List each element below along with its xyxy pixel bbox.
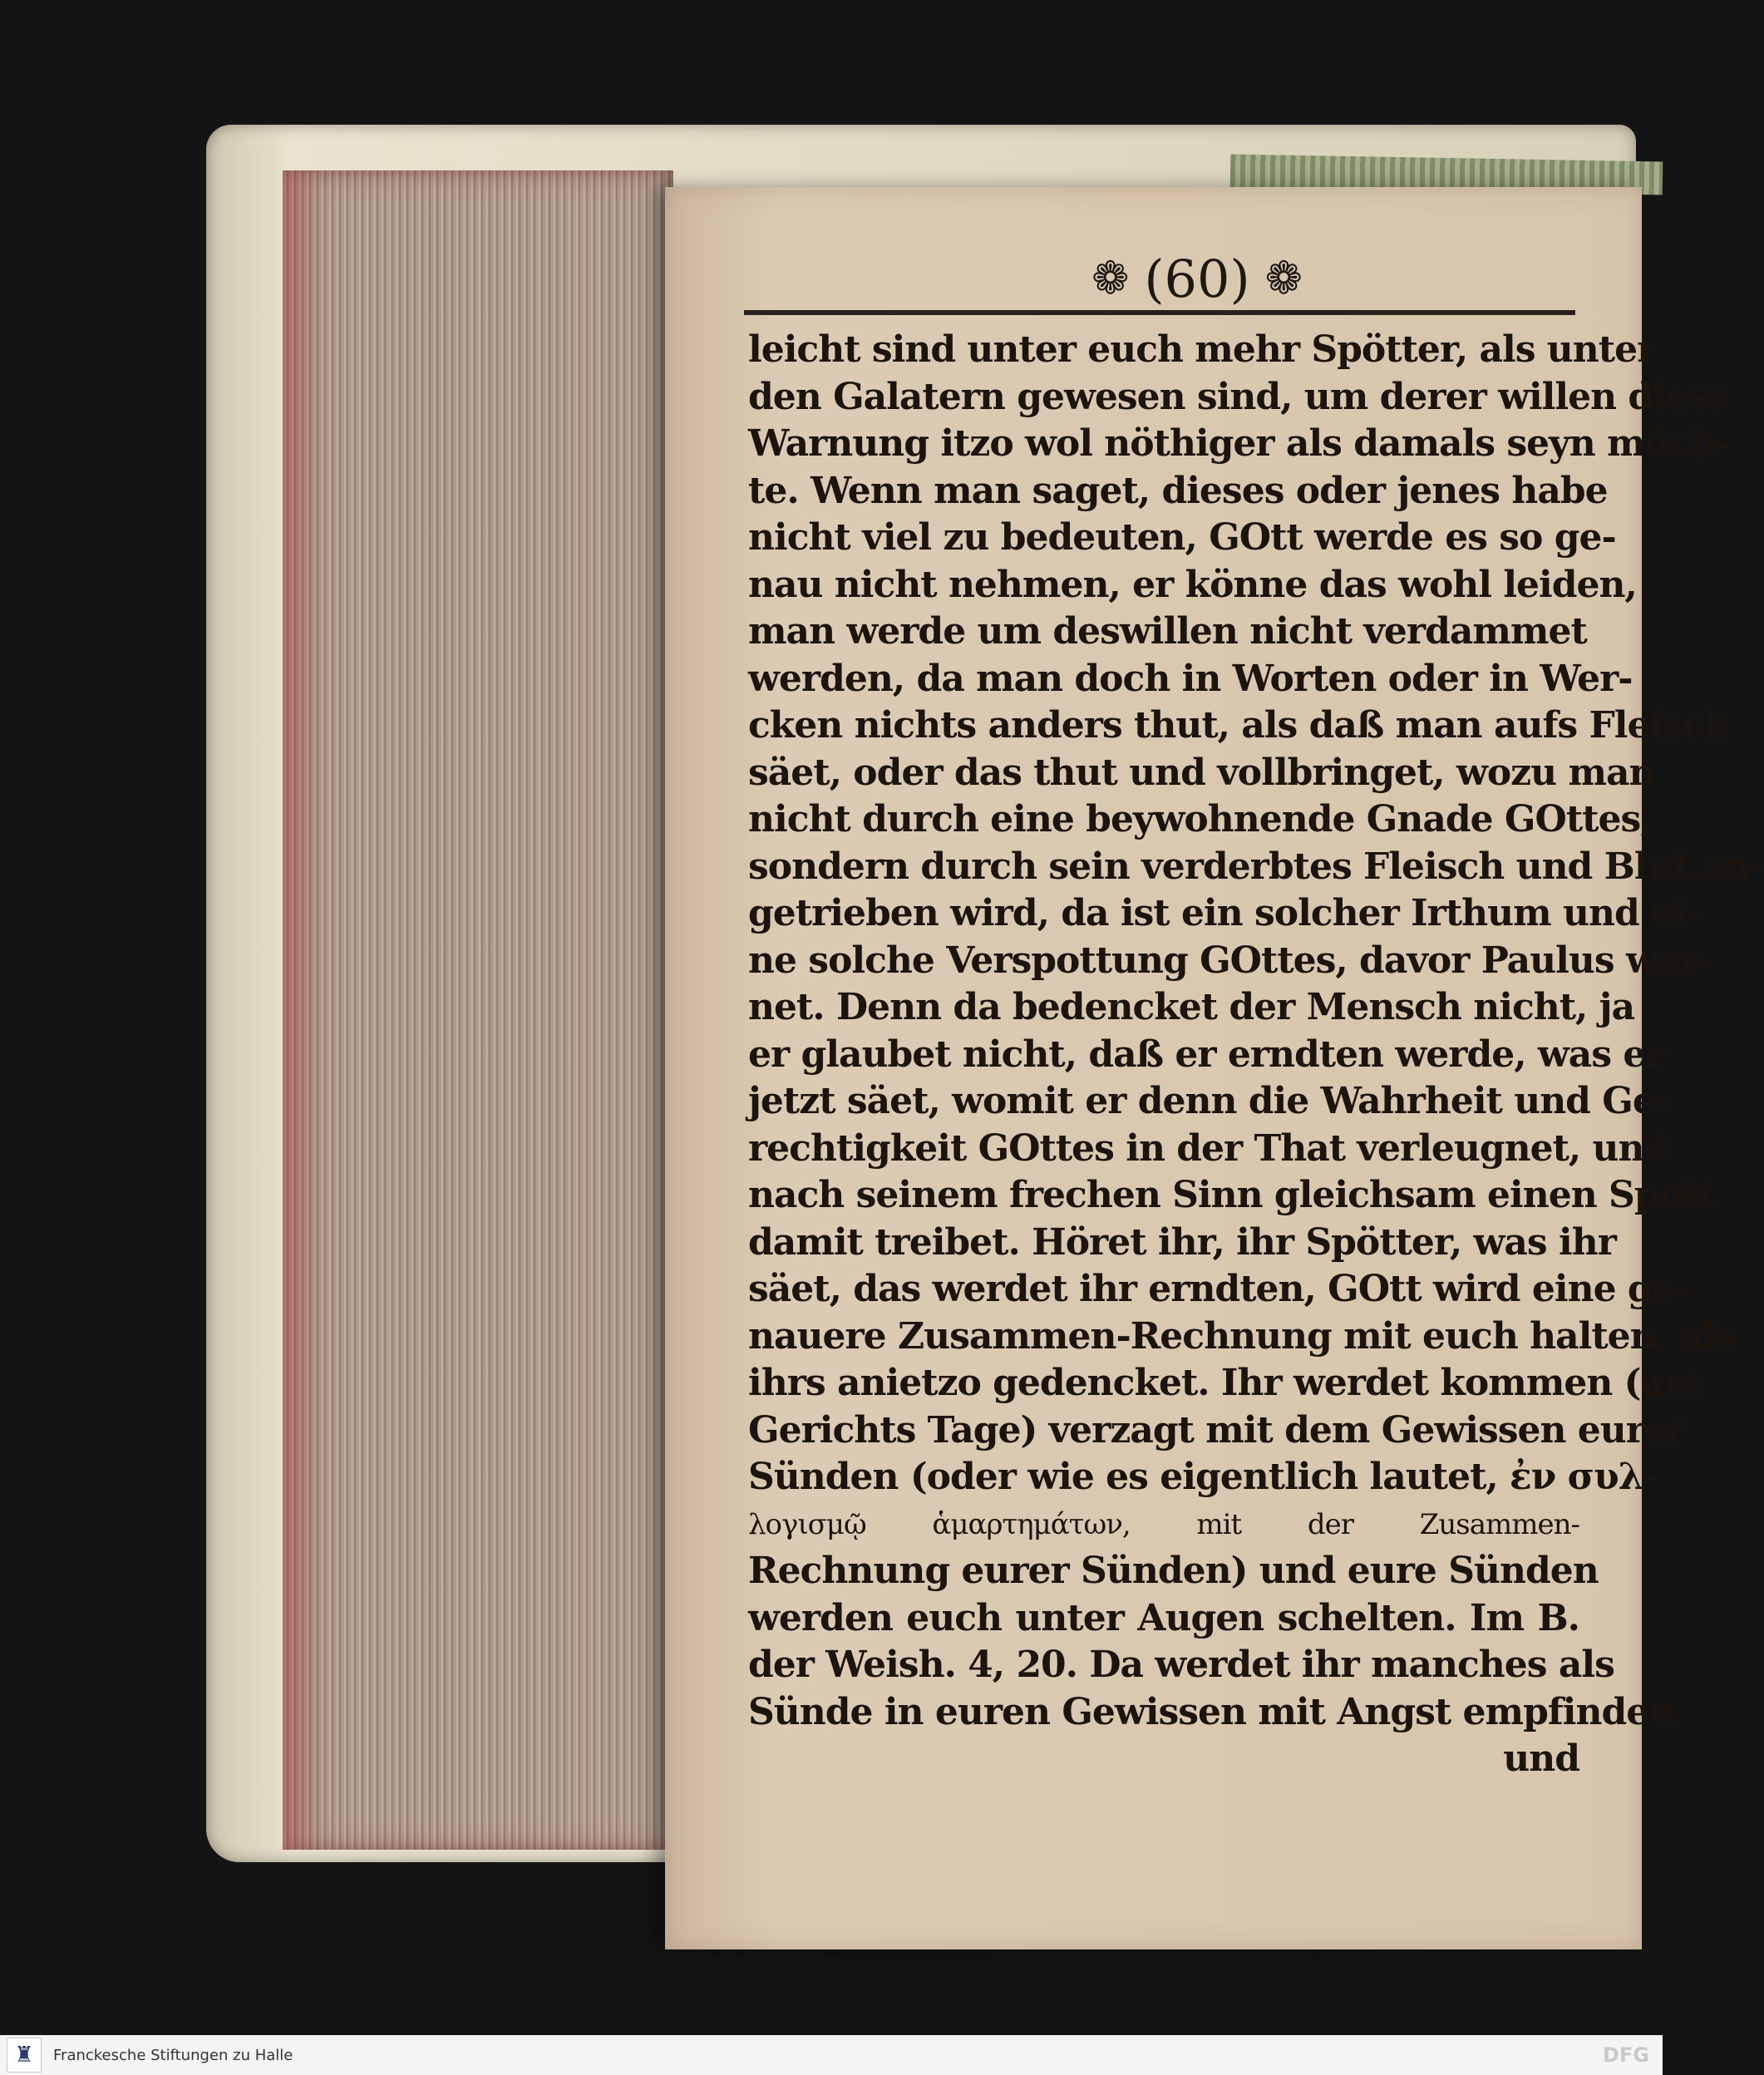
text-line: Warnung itzo wol nöthiger als damals seyn möch-	[748, 422, 1730, 465]
text-line: jetzt säet, womit er denn die Wahrheit und Ge-	[748, 1080, 1670, 1122]
footer-bar	[0, 2035, 1663, 2075]
text-line: Sünde in euren Gewissen mit Angst empfinden	[748, 1690, 1675, 1733]
text-line: nauere Zusammen-Rechnung mit euch halten, als	[748, 1314, 1736, 1358]
text-line: net. Denn da bedencket der Mensch nicht, ja	[748, 986, 1635, 1028]
header-rule	[744, 310, 1575, 315]
text-line: werden euch unter Augen schelten. Im B.	[748, 1596, 1579, 1639]
text-line: nach seinem frechen Sinn gleichsam einen Spott	[748, 1174, 1715, 1216]
text-line: säet, das werdet ihr erndten, GOtt wird eine ge-	[748, 1268, 1689, 1310]
text-line: der Weish. 4, 20. Da werdet ihr manches als	[748, 1644, 1614, 1686]
text-line: ne solche Verspottung GOttes, davor Paulus war-	[748, 939, 1712, 982]
text-line: man werde um deswillen nicht verdammet	[748, 610, 1587, 653]
institution-logo-icon[interactable]: ♜	[7, 2038, 42, 2073]
ornament-left-icon: ❁	[1091, 252, 1130, 304]
text-line: Rechnung eurer Sünden) und eure Sünden	[748, 1550, 1599, 1592]
text-line: getrieben wird, da ist ein solcher Irthum und ei-	[748, 892, 1702, 934]
text-line: nicht viel zu bedeuten, GOtt werde es so ge-	[748, 516, 1616, 559]
text-line: cken nichts anders thut, als daß man aufs Fleisch	[748, 704, 1730, 747]
dfg-logo[interactable]: DFG	[1602, 2043, 1649, 2067]
text-line: er glaubet nicht, daß er erndten werde, was er	[748, 1033, 1664, 1076]
text-line: nau nicht nehmen, er könne das wohl leiden,	[748, 563, 1637, 606]
text-line: damit treibet. Höret ihr, ihr Spötter, was ihr	[748, 1220, 1616, 1264]
text-line: säet, oder das thut und vollbringet, wozu man	[748, 751, 1655, 794]
page-edges	[283, 170, 673, 1850]
text-line: rechtigkeit GOttes in der That verleugnet, und	[748, 1126, 1669, 1170]
text-line: sondern durch sein verderbtes Fleisch und Blut an-	[748, 845, 1764, 888]
book-page	[665, 187, 1764, 1949]
page-number: (60)	[1144, 248, 1250, 309]
text-line: nicht durch eine beywohnende Gnade GOttes,	[748, 798, 1653, 840]
page-header	[1022, 245, 1372, 312]
text-line-greek: λογισμῷ ἁμαρτημάτων, mit der Zusammen-	[748, 1507, 1579, 1541]
text-line: Gerichts Tage) verzagt mit dem Gewissen eurer	[748, 1408, 1686, 1452]
text-line: werden, da man doch in Worten oder in Wer-	[748, 657, 1633, 700]
body-text	[748, 327, 1764, 1783]
catchword: und	[1503, 1737, 1579, 1780]
text-line: ihrs anietzo gedencket. Ihr werdet kommen (am	[748, 1362, 1702, 1404]
text-line: leicht sind unter euch mehr Spötter, als unter	[748, 328, 1656, 371]
text-line: den Galatern gewesen sind, um derer willen diese	[748, 375, 1731, 418]
text-line: Sünden (oder wie es eigentlich lautet, ἐν συλ-	[748, 1456, 1658, 1498]
institution-name[interactable]: Franckesche Stiftungen zu Halle	[53, 2046, 293, 2064]
ornament-right-icon: ❁	[1264, 252, 1303, 304]
text-line: te. Wenn man saget, dieses oder jenes habe	[748, 469, 1608, 512]
